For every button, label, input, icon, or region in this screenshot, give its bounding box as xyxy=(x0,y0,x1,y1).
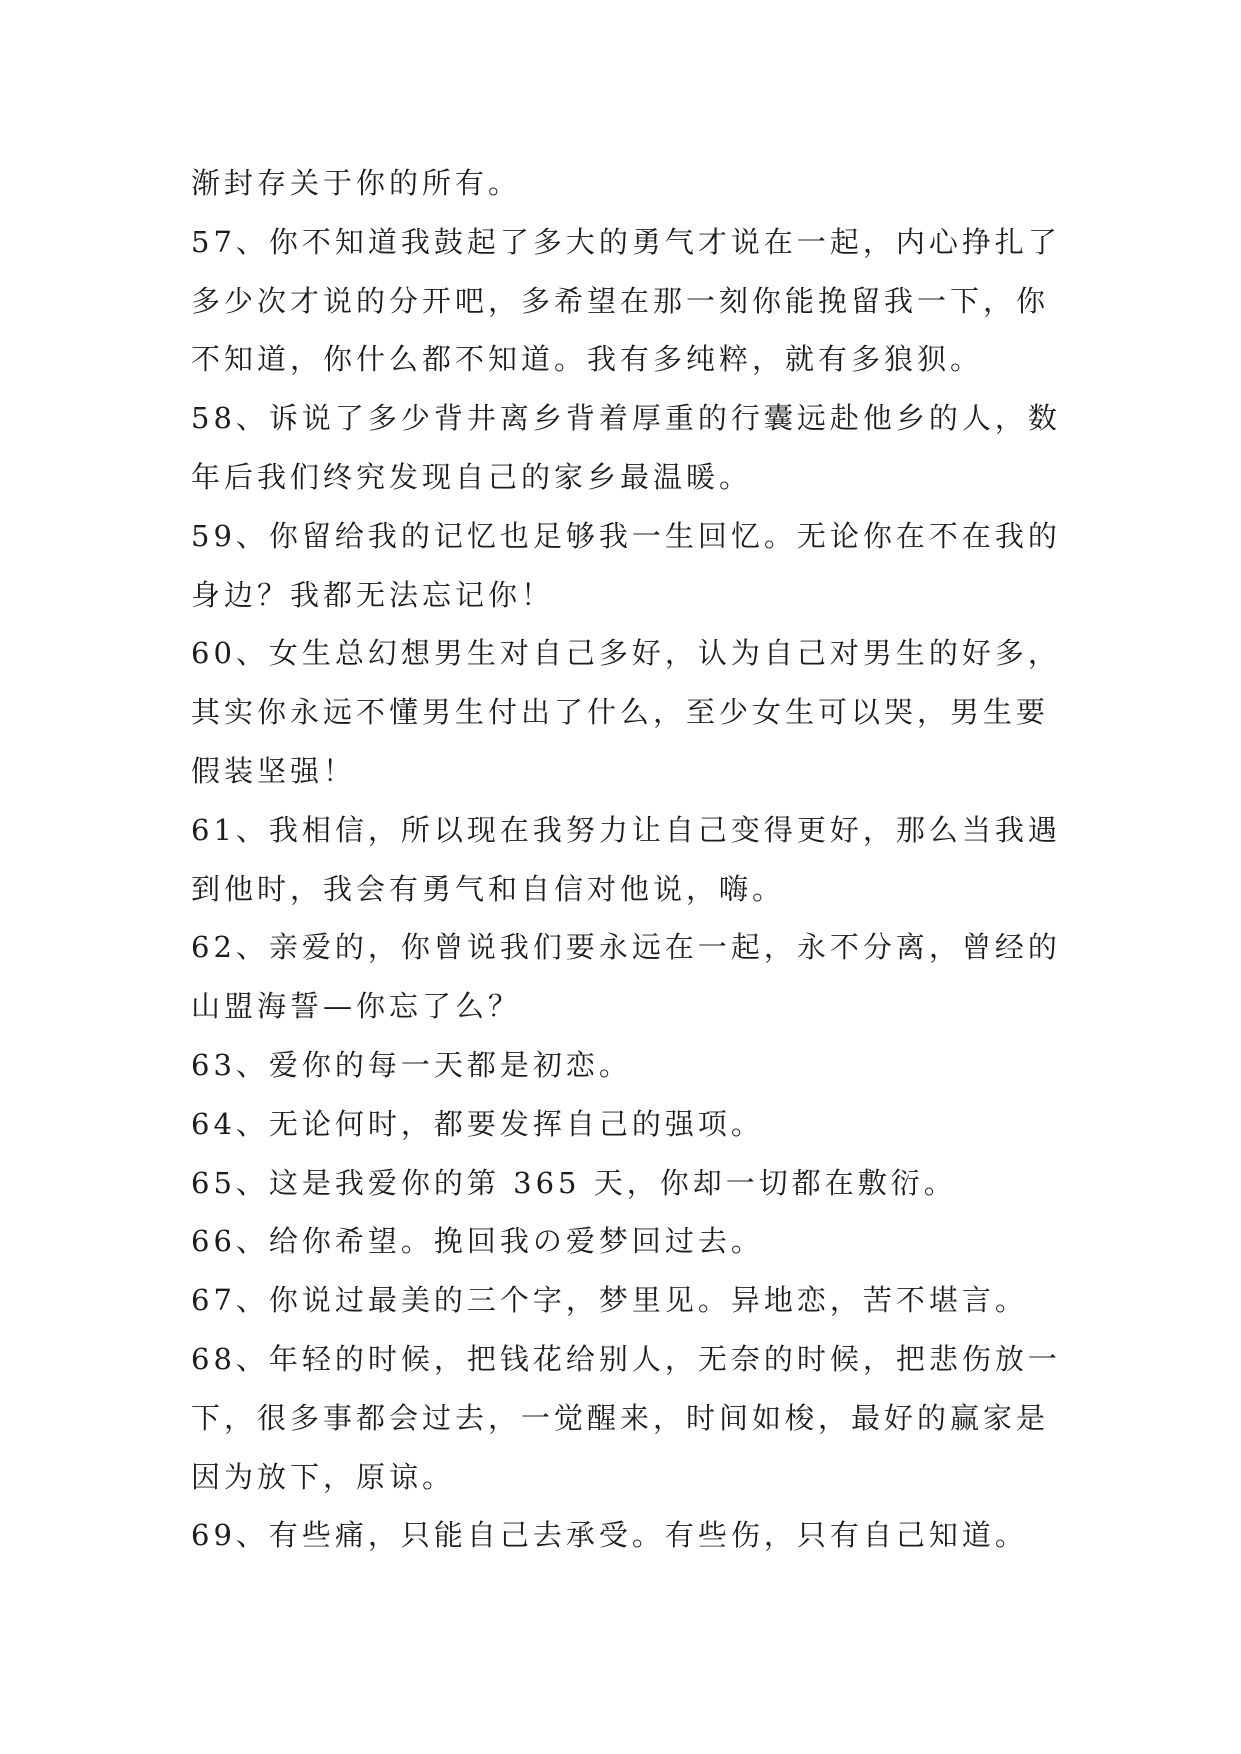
paragraph-65 xyxy=(191,1154,1091,1213)
text-line: 61、我相信，所以现在我努力让自己变得更好，那么当我遇 xyxy=(191,812,1061,847)
paragraph-59 xyxy=(191,507,1091,625)
text-line: 不知道，你什么都不知道。我有多纯粹，就有多狼狈。 xyxy=(191,342,984,377)
paragraph-62 xyxy=(191,918,1091,1036)
paragraph-continuation xyxy=(191,154,1091,213)
text-line: 58、诉说了多少背井离乡背着厚重的行囊远赴他乡的人，数 xyxy=(191,401,1061,436)
text-line: 66、给你希望。挽回我の爱梦回过去。 xyxy=(191,1224,764,1259)
text-line: 64、无论何时，都要发挥自己的强项。 xyxy=(191,1106,764,1141)
paragraph-61 xyxy=(191,801,1091,919)
text-line: 到他时，我会有勇气和自信对他说，嗨。 xyxy=(191,871,786,906)
paragraph-58 xyxy=(191,389,1091,507)
text-line: 62、亲爱的，你曾说我们要永远在一起，永不分离，曾经的 xyxy=(191,930,1061,965)
paragraph-64 xyxy=(191,1095,1091,1154)
text-line: 多少次才说的分开吧，多希望在那一刻你能挽留我一下，你 xyxy=(191,283,1050,318)
text-line: 山盟海誓—你忘了么？ xyxy=(191,989,522,1024)
text-line: 渐封存关于你的所有。 xyxy=(191,166,522,200)
paragraph-63 xyxy=(191,1036,1091,1095)
paragraph-68 xyxy=(191,1330,1091,1506)
text-line: 57、你不知道我鼓起了多大的勇气才说在一起，内心挣扎了 xyxy=(191,224,1061,259)
text-line: 身边？我都无法忘记你！ xyxy=(191,577,555,612)
text-line: 60、女生总幻想男生对自己多好，认为自己对男生的好多， xyxy=(191,636,1061,671)
text-line: 67、你说过最美的三个字，梦里见。异地恋，苦不堪言。 xyxy=(191,1283,1028,1318)
text-line: 68、年轻的时候，把钱花给别人，无奈的时候，把悲伤放一 xyxy=(191,1341,1061,1376)
text-line: 其实你永远不懂男生付出了什么，至少女生可以哭，男生要 xyxy=(191,695,1050,730)
paragraph-66 xyxy=(191,1212,1091,1271)
document-body xyxy=(191,154,1091,1565)
paragraph-67 xyxy=(191,1271,1091,1330)
paragraph-57 xyxy=(191,213,1091,389)
text-line: 因为放下，原谅。 xyxy=(191,1459,456,1494)
text-line: 69、有些痛，只能自己去承受。有些伤，只有自己知道。 xyxy=(191,1518,1028,1553)
paragraph-69 xyxy=(191,1506,1091,1565)
paragraph-60 xyxy=(191,624,1091,800)
text-line: 65、这是我爱你的第 365 天，你却一切都在敷衍。 xyxy=(191,1165,957,1200)
text-line: 年后我们终究发现自己的家乡最温暖。 xyxy=(191,459,753,494)
text-line: 59、你留给我的记忆也足够我一生回忆。无论你在不在我的 xyxy=(191,518,1061,553)
text-line: 下，很多事都会过去，一觉醒来，时间如梭，最好的赢家是 xyxy=(191,1400,1050,1435)
text-line: 63、爱你的每一天都是初恋。 xyxy=(191,1047,632,1082)
text-line: 假装坚强！ xyxy=(191,753,357,788)
